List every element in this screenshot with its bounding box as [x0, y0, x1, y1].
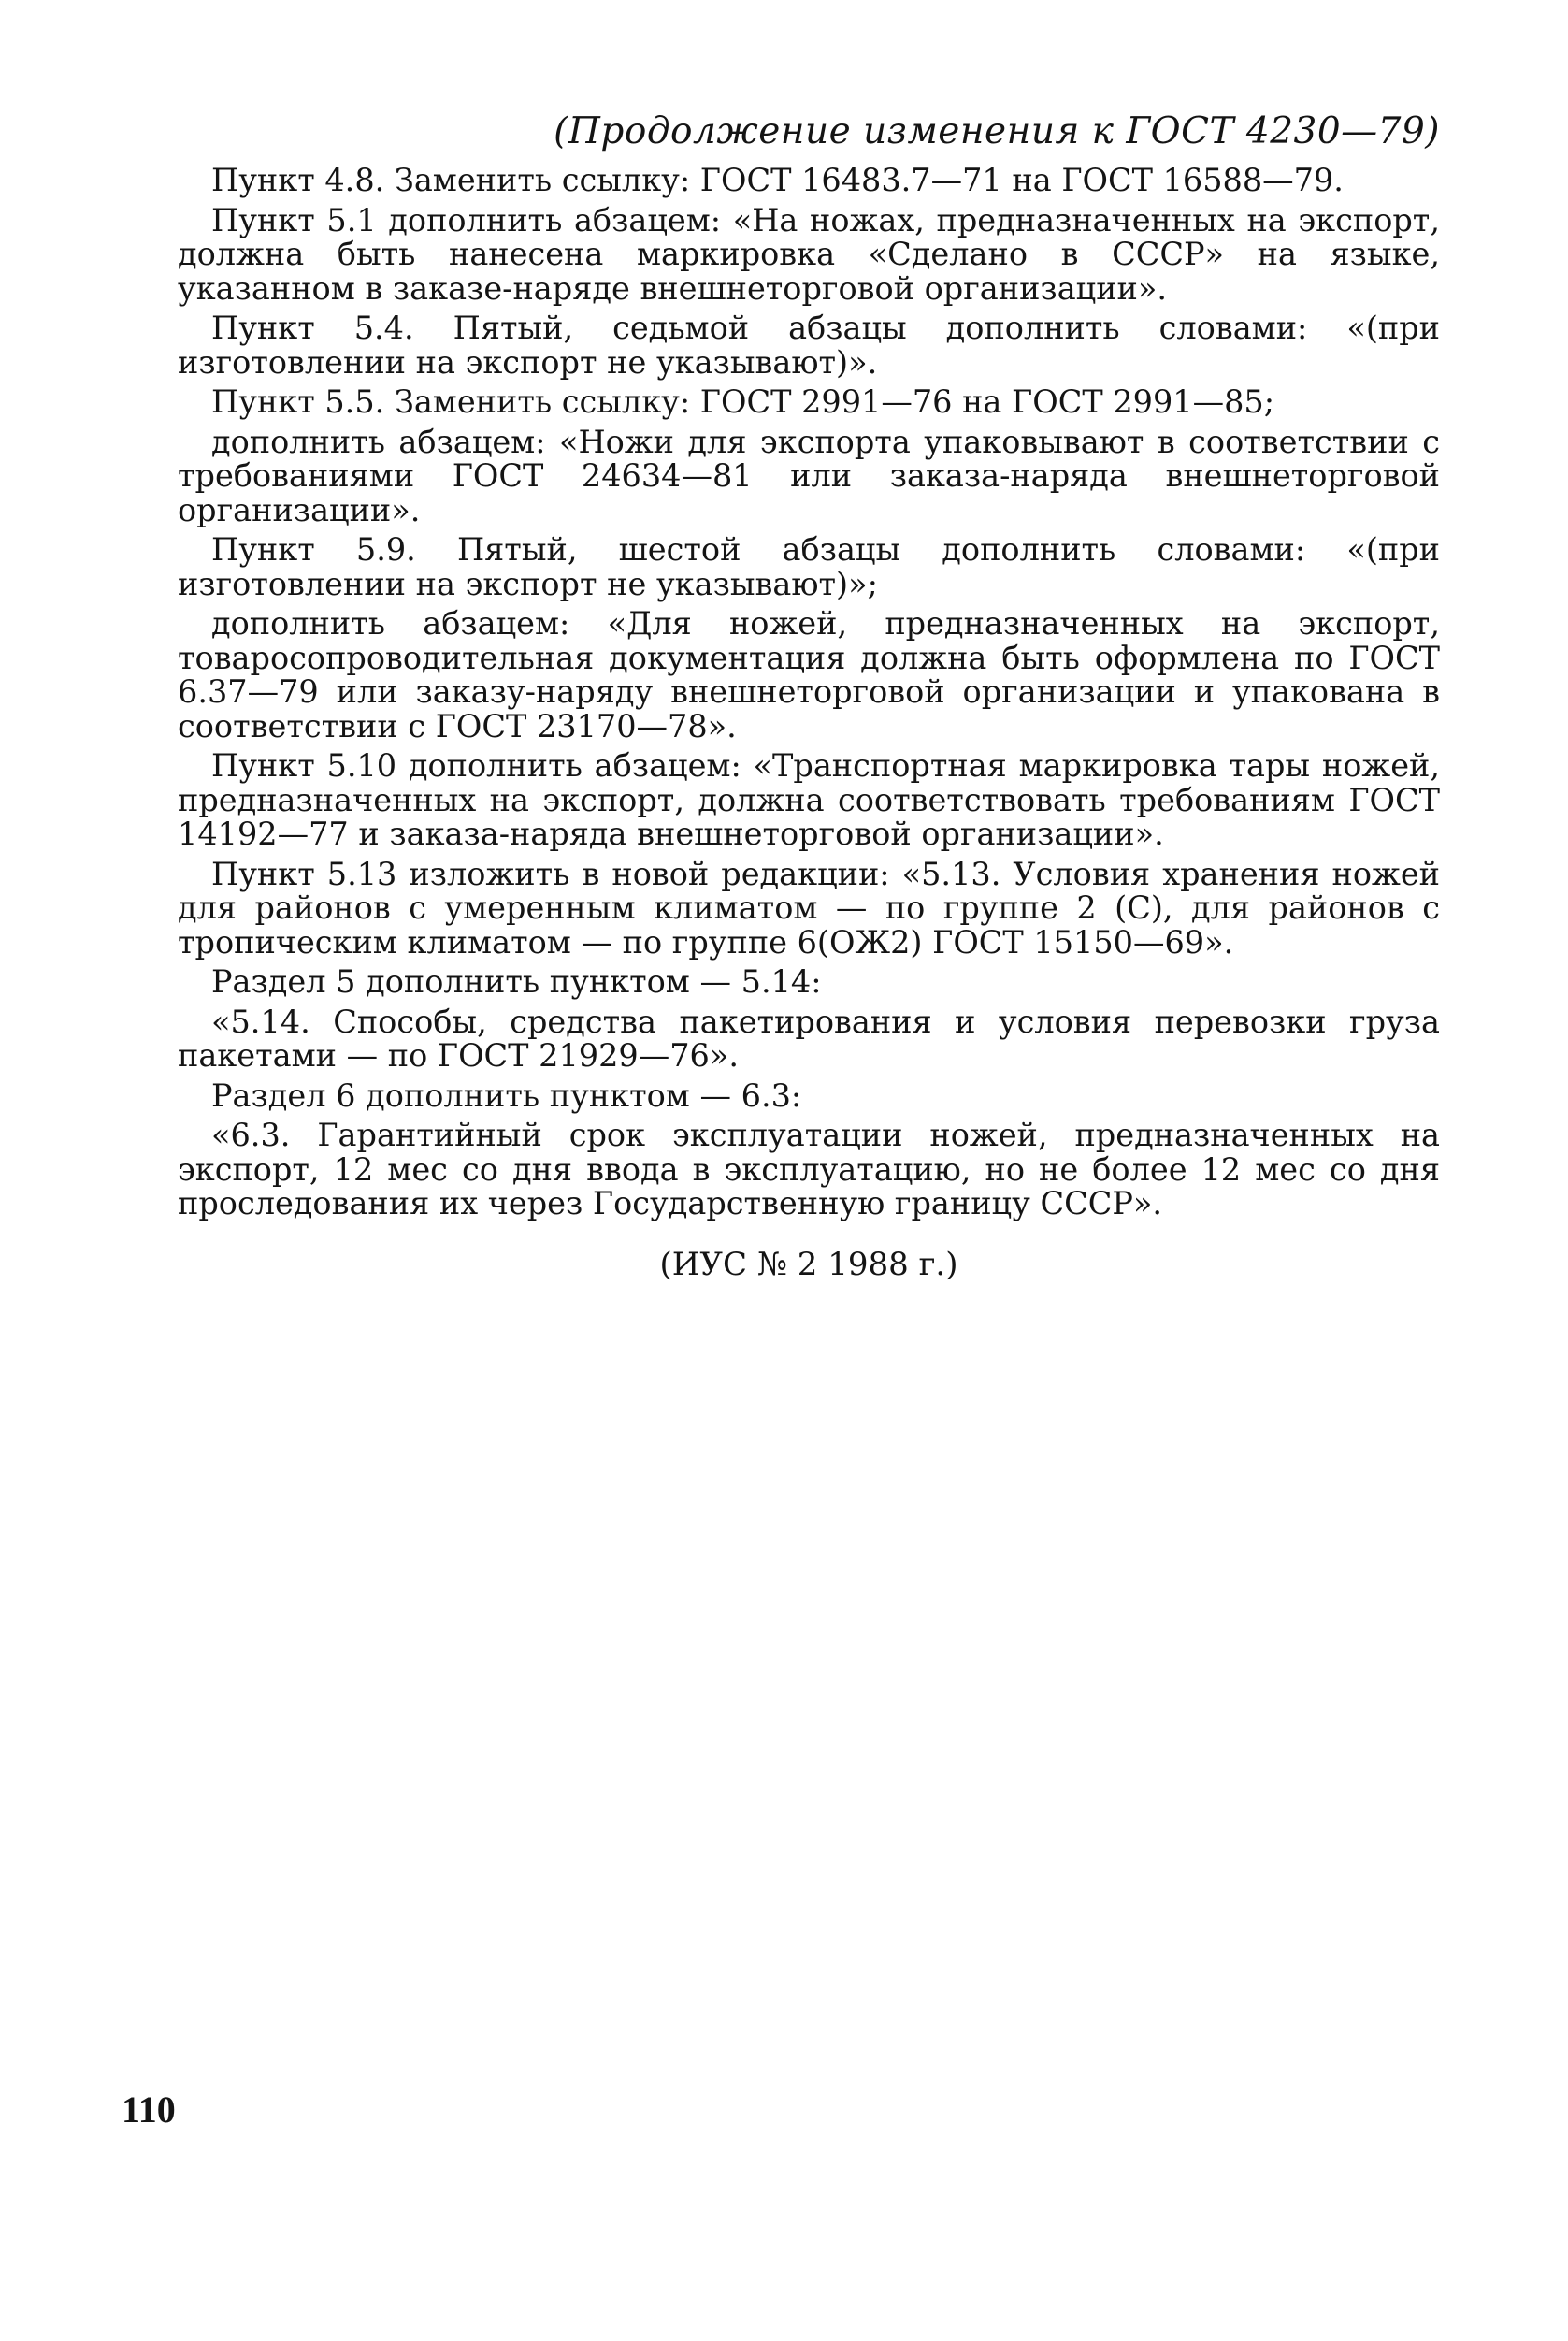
paragraph-5-5: Пункт 5.5. Заменить ссылку: ГОСТ 2991—76 на ГОСТ 2991—85; — [211, 383, 1274, 420]
paragraph-5-9: Пункт 5.9. Пятый, шестой абзацы дополнить словами: «(при изготовлении на экспорт не указывают)»; — [178, 531, 1440, 602]
paragraph-5-13: Пункт 5.13 изложить в новой редакции: «5.13. Условия хранения ножей для районов с умеренным климатом — по группе 2 (С), для районов с тропическим климатом — по группе 6(ОЖ2) ГОСТ 15150—69». — [178, 855, 1440, 961]
ius-reference: (ИУС № 2 1988 г.) — [659, 1245, 958, 1283]
paragraph-5-9-addition: дополнить абзацем: «Для ножей, предназначенных на экспорт, товаросопроводительная документация должна быть оформлена по ГОСТ 6.37—79 или заказу-наряду внешнеторговой организации и упакована в соответствии с ГОСТ 23170—78». — [178, 605, 1440, 744]
paragraph-5-5-addition: дополнить абзацем: «Ножи для экспорта упаковывают в соответствии с требованиями ГОСТ 24634—81 или заказа-наряда внешнеторговой организации». — [178, 423, 1440, 528]
paragraph-5-10: Пункт 5.10 дополнить абзацем: «Транспортная маркировка тары ножей, предназначенных на экспорт, должна соответствовать требованиям ГОСТ 14192—77 и заказа-наряда внешнеторговой организации». — [178, 747, 1440, 852]
paragraph-section-5: Раздел 5 дополнить пунктом — 5.14: — [211, 963, 822, 1000]
paragraph-section-6: Раздел 6 дополнить пунктом — 6.3: — [211, 1077, 802, 1114]
continuation-header: (Продолжение изменения к ГОСТ 4230—79) — [554, 110, 1440, 152]
paragraph-5-14: «5.14. Способы, средства пакетирования и условия перевозки груза пакетами — по ГОСТ 21929—76». — [178, 1003, 1440, 1074]
paragraph-5-4: Пункт 5.4. Пятый, седьмой абзацы дополнить словами: «(при изготовлении на экспорт не указывают)». — [178, 310, 1440, 381]
document-body — [178, 164, 1440, 1287]
paragraph-6-3: «6.3. Гарантийный срок эксплуатации ножей, предназначенных на экспорт, 12 мес со дня ввода в эксплуатацию, но не более 12 мес со дня проследования их через Государственную границу СССР». — [178, 1117, 1440, 1221]
page-number: 110 — [122, 2088, 176, 2131]
paragraph-4-8: Пункт 4.8. Заменить ссылку: ГОСТ 16483.7—71 на ГОСТ 16588—79. — [211, 162, 1344, 198]
paragraph-5-1: Пункт 5.1 дополнить абзацем: «На ножах, предназначенных на экспорт, должна быть нанесена маркировка «Сделано в СССР» на языке, указанном в заказе-наряде внешнеторговой организации». — [178, 201, 1440, 307]
